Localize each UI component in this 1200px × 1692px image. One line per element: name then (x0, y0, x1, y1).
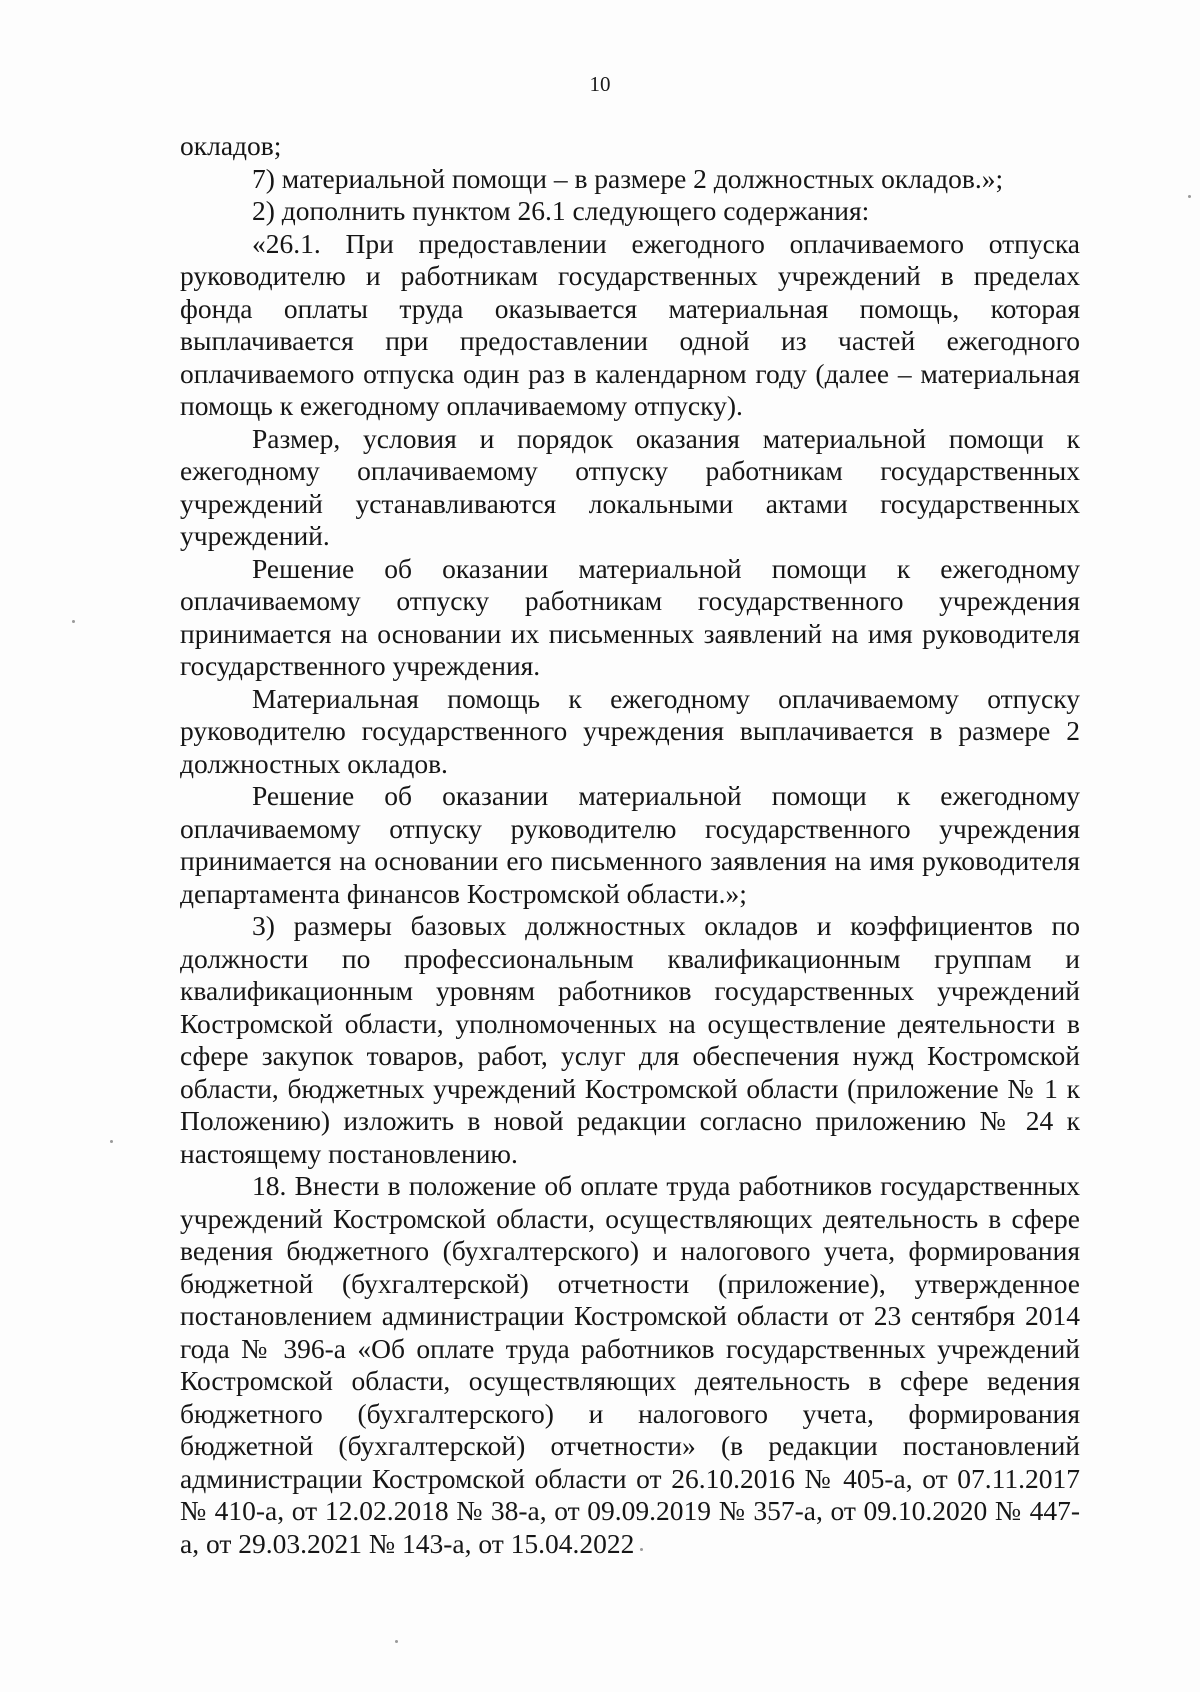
paragraph: Материальная помощь к ежегодному оплачиваемому отпуску руководителю государственного учреждения выплачивается в размере 2 должностных окладов. (180, 682, 1080, 779)
scan-speck (110, 1140, 113, 1143)
page-number: 10 (589, 72, 611, 96)
paragraph: Размер, условия и порядок оказания материальной помощи к ежегодному оплачиваемому отпуску работникам государственных учреждений устанавливаются локальными актами государственных учреждений. (180, 422, 1080, 551)
scan-speck (640, 1548, 643, 1551)
paragraph: 18. Внести в положение об оплате труда работников государственных учреждений Костромской области, осуществляющих деятельность в сфере ведения бюджетного (бухгалтерского) и налогового учета, формирования бюджетной (бухгалтерской) отчетности (приложение), утвержденное постановлением администрации Костромской области от 23 сентября 2014 года № 396-а «Об оплате труда работников государственных учреждений Костромской области, осуществляющих деятельность в сфере ведения бюджетного (бухгалтерского) и налогового учета, формирования бюджетной (бухгалтерской) отчетности» (в редакции постановлений администрации Костромской области от 26.10.2016 № 405-а, от 07.11.2017 № 410-а, от 12.02.2018 № 38-а, от 09.09.2019 № 357-а, от 09.10.2020 № 447-а, от 29.03.2021 № 143-а, от 15.04.2022 (180, 1170, 1080, 1559)
paragraph: окладов; (180, 130, 282, 161)
paragraph: 3) размеры базовых должностных окладов и коэффициентов по должности по профессиональным квалификационным группам и квалификационным уровням работников государственных учреждений Костромской области, уполномоченных на осуществление деятельности в сфере закупок товаров, работ, услуг для обеспечения нужд Костромской области, бюджетных учреждений Костромской области (приложение № 1 к Положению) изложить в новой редакции согласно приложению № 24 к настоящему постановлению. (180, 910, 1080, 1169)
paragraph: 7) материальной помощи – в размере 2 должностных окладов.»; (252, 162, 1004, 194)
scan-speck (395, 1640, 398, 1643)
scan-speck (1188, 195, 1191, 198)
paragraph: Решение об оказании материальной помощи к ежегодному оплачиваемому отпуску руководителю государственного учреждения принимается на основании его письменного заявления на имя руководителя департамента финансов Костромской области.»; (180, 780, 1080, 909)
paragraph: Решение об оказании материальной помощи к ежегодному оплачиваемому отпуску работникам государственного учреждения принимается на основании их письменных заявлений на имя руководителя государственного учреждения. (180, 552, 1080, 681)
paragraph: «26.1. При предоставлении ежегодного оплачиваемого отпуска руководителю и работникам государственных учреждений в пределах фонда оплаты труда оказывается материальная помощь, которая выплачивается при предоставлении одной из частей ежегодного оплачиваемого отпуска один раз в календарном году (далее – материальная помощь к ежегодному оплачиваемому отпуску). (180, 227, 1080, 421)
document-body (180, 130, 1080, 1560)
paragraph: 2) дополнить пунктом 26.1 следующего содержания: (252, 195, 870, 226)
scan-speck (72, 620, 75, 623)
